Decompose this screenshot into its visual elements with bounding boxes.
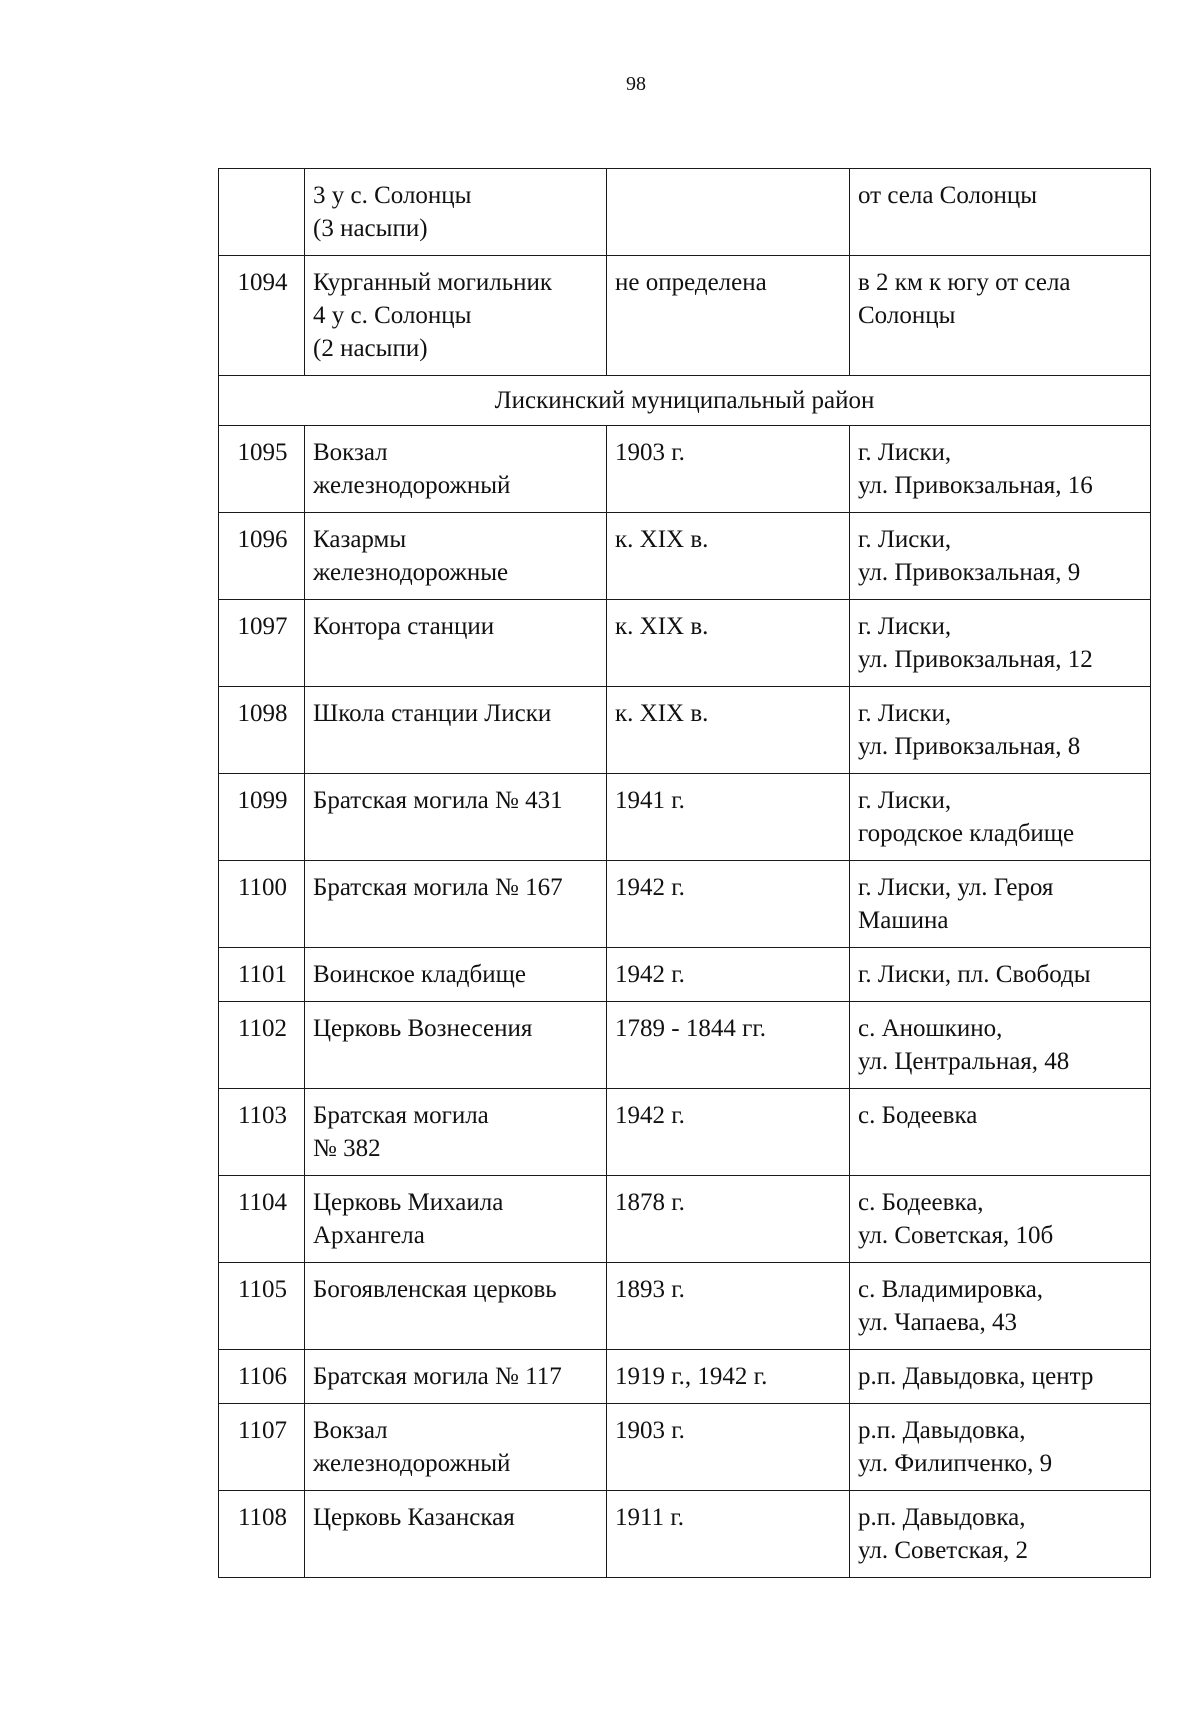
cell-address: г. Лиски, ул. Героя Машина [850, 861, 1151, 948]
cell-address: с. Бодеевка, ул. Советская, 10б [850, 1176, 1151, 1263]
table-row [219, 169, 1151, 256]
heritage-registry-table [218, 168, 1151, 1578]
cell-date: 1919 г., 1942 г. [607, 1350, 850, 1404]
cell-number: 1096 [219, 513, 305, 600]
table-row [219, 1263, 1151, 1350]
cell-number: 1099 [219, 774, 305, 861]
cell-address: г. Лиски, ул. Привокзальная, 16 [850, 426, 1151, 513]
cell-object-name: Церковь Михаила Архангела [305, 1176, 607, 1263]
cell-date: 1911 г. [607, 1491, 850, 1578]
cell-number: 1102 [219, 1002, 305, 1089]
cell-object-name: Братская могила № 382 [305, 1089, 607, 1176]
cell-date: 1942 г. [607, 1089, 850, 1176]
cell-number: 1101 [219, 948, 305, 1002]
cell-number: 1095 [219, 426, 305, 513]
cell-date [607, 169, 850, 256]
cell-number: 1098 [219, 687, 305, 774]
cell-date: 1789 - 1844 гг. [607, 1002, 850, 1089]
cell-number: 1097 [219, 600, 305, 687]
cell-date: 1942 г. [607, 948, 850, 1002]
cell-date: к. XIX в. [607, 513, 850, 600]
cell-object-name: Вокзал железнодорожный [305, 1404, 607, 1491]
cell-number: 1106 [219, 1350, 305, 1404]
table-body-bottom [219, 426, 1151, 1578]
table-row [219, 1350, 1151, 1404]
cell-object-name: 3 у с. Солонцы (3 насыпи) [305, 169, 607, 256]
table-row [219, 1404, 1151, 1491]
section-title: Лискинский муниципальный район [219, 376, 1151, 426]
cell-address: р.п. Давыдовка, ул. Филипченко, 9 [850, 1404, 1151, 1491]
cell-address: р.п. Давыдовка, ул. Советская, 2 [850, 1491, 1151, 1578]
cell-object-name: Контора станции [305, 600, 607, 687]
cell-object-name: Воинское кладбище [305, 948, 607, 1002]
cell-number: 1103 [219, 1089, 305, 1176]
table-body-top [219, 169, 1151, 376]
cell-date: к. XIX в. [607, 687, 850, 774]
table-row [219, 513, 1151, 600]
cell-address: с. Аношкино, ул. Центральная, 48 [850, 1002, 1151, 1089]
cell-number: 1105 [219, 1263, 305, 1350]
cell-address: с. Бодеевка [850, 1089, 1151, 1176]
page-number: 98 [626, 73, 646, 95]
table-row [219, 948, 1151, 1002]
cell-date: 1941 г. [607, 774, 850, 861]
cell-object-name: Школа станции Лиски [305, 687, 607, 774]
table-row [219, 256, 1151, 376]
cell-address: г. Лиски, пл. Свободы [850, 948, 1151, 1002]
cell-object-name: Курганный могильник 4 у с. Солонцы (2 насыпи) [305, 256, 607, 376]
cell-object-name: Богоявленская церковь [305, 1263, 607, 1350]
cell-number: 1104 [219, 1176, 305, 1263]
cell-date: к. XIX в. [607, 600, 850, 687]
table-row [219, 687, 1151, 774]
table-row [219, 1176, 1151, 1263]
cell-date: 1903 г. [607, 426, 850, 513]
cell-date: 1893 г. [607, 1263, 850, 1350]
cell-number [219, 169, 305, 256]
table-section [219, 376, 1151, 426]
table-row [219, 426, 1151, 513]
cell-object-name: Братская могила № 117 [305, 1350, 607, 1404]
cell-object-name: Церковь Вознесения [305, 1002, 607, 1089]
cell-address: р.п. Давыдовка, центр [850, 1350, 1151, 1404]
cell-object-name: Церковь Казанская [305, 1491, 607, 1578]
table-row [219, 1002, 1151, 1089]
cell-address: г. Лиски, городское кладбище [850, 774, 1151, 861]
table-row [219, 600, 1151, 687]
cell-address: г. Лиски, ул. Привокзальная, 12 [850, 600, 1151, 687]
cell-object-name: Братская могила № 431 [305, 774, 607, 861]
cell-number: 1108 [219, 1491, 305, 1578]
cell-address: с. Владимировка, ул. Чапаева, 43 [850, 1263, 1151, 1350]
cell-date: 1903 г. [607, 1404, 850, 1491]
cell-date: 1942 г. [607, 861, 850, 948]
table-row [219, 861, 1151, 948]
cell-object-name: Казармы железнодорожные [305, 513, 607, 600]
section-header-row [219, 376, 1151, 426]
cell-object-name: Братская могила № 167 [305, 861, 607, 948]
cell-date: 1878 г. [607, 1176, 850, 1263]
table-row [219, 1089, 1151, 1176]
cell-address: от села Солонцы [850, 169, 1151, 256]
cell-object-name: Вокзал железнодорожный [305, 426, 607, 513]
table-row [219, 774, 1151, 861]
cell-number: 1100 [219, 861, 305, 948]
cell-address: в 2 км к югу от села Солонцы [850, 256, 1151, 376]
table-row [219, 1491, 1151, 1578]
cell-number: 1094 [219, 256, 305, 376]
cell-number: 1107 [219, 1404, 305, 1491]
cell-address: г. Лиски, ул. Привокзальная, 8 [850, 687, 1151, 774]
cell-date: не определена [607, 256, 850, 376]
cell-address: г. Лиски, ул. Привокзальная, 9 [850, 513, 1151, 600]
